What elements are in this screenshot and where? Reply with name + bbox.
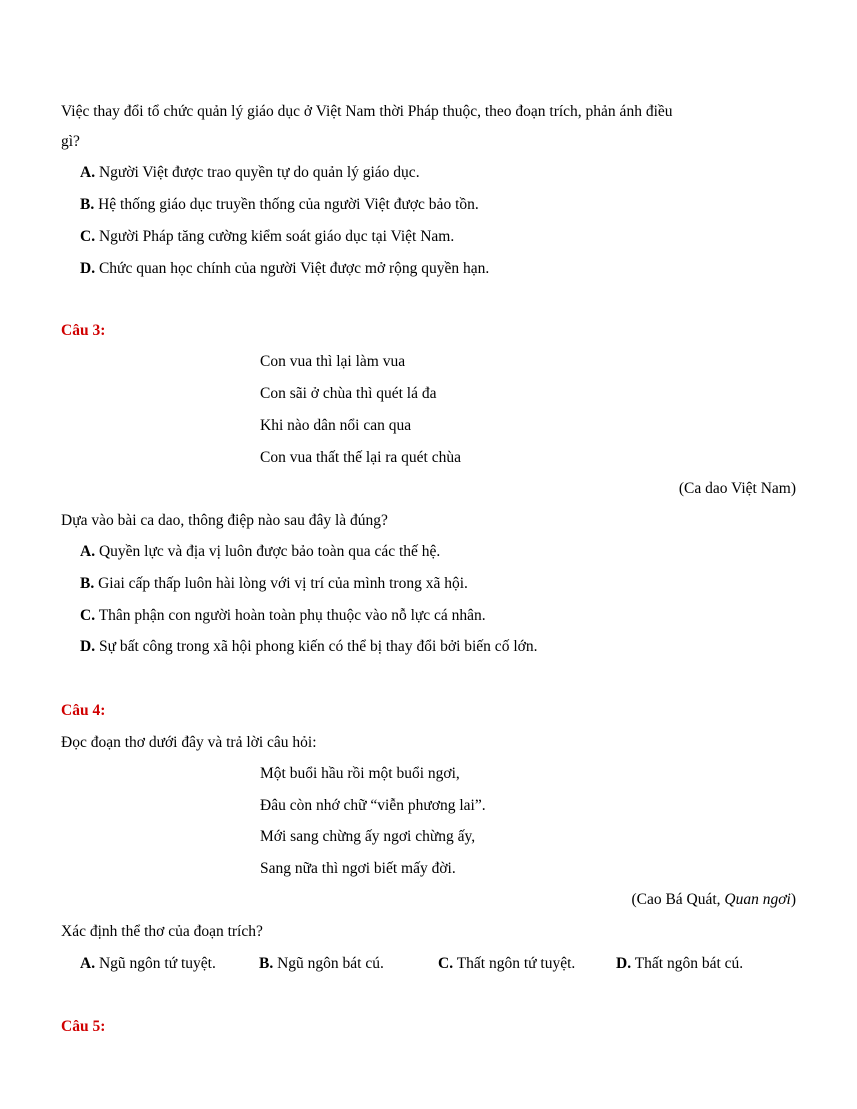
q3-poem-line: Con sãi ở chùa thì quét lá đa bbox=[260, 385, 437, 402]
q2-stem-line1: Việc thay đổi tổ chức quản lý giáo dục ở Việt Nam thời Pháp thuộc, theo đoạn trích, phản ánh điều bbox=[61, 103, 673, 120]
option-label: C. bbox=[80, 228, 96, 245]
q4-poem-line: Mới sang chừng ấy ngơi chừng ấy, bbox=[260, 828, 476, 845]
q4-option-c bbox=[438, 954, 575, 974]
q4-stem: Xác định thể thơ của đoạn trích? bbox=[61, 923, 263, 940]
option-text: Giai cấp thấp luôn hài lòng với vị trí của mình trong xã hội. bbox=[98, 575, 468, 592]
q4-poem-line: Một buổi hầu rồi một buổi ngơi, bbox=[260, 765, 460, 782]
q3-option-a bbox=[80, 542, 440, 562]
q3-poem-line: Con vua thì lại làm vua bbox=[260, 353, 406, 370]
q2-option-d bbox=[80, 259, 489, 279]
option-text: Thất ngôn bát cú. bbox=[634, 955, 744, 972]
option-label: C. bbox=[438, 955, 454, 972]
q5-heading: Câu 5: bbox=[61, 1018, 106, 1035]
option-label: D. bbox=[80, 260, 96, 277]
option-label: B. bbox=[80, 575, 95, 592]
option-text: Chức quan học chính của người Việt được mở rộng quyền hạn. bbox=[98, 260, 490, 277]
q4-option-d bbox=[616, 954, 743, 974]
option-text: Người Pháp tăng cường kiểm soát giáo dục tại Việt Nam. bbox=[98, 228, 455, 245]
q3-poem-line: Khi nào dân nổi can qua bbox=[260, 417, 412, 434]
option-text: Quyền lực và địa vị luôn được bảo toàn qua các thế hệ. bbox=[98, 543, 441, 560]
q4-intro: Đọc đoạn thơ dưới đây và trả lời câu hỏi: bbox=[61, 734, 317, 751]
option-text: Ngũ ngôn bát cú. bbox=[277, 955, 384, 972]
source-suffix: ) bbox=[790, 891, 796, 908]
q3-heading: Câu 3: bbox=[61, 322, 106, 339]
q3-option-d bbox=[80, 637, 537, 657]
q3-option-b bbox=[80, 574, 468, 594]
q2-option-c bbox=[80, 227, 454, 247]
option-text: Thất ngôn tứ tuyệt. bbox=[456, 955, 576, 972]
option-text: Sự bất công trong xã hội phong kiến có thể bị thay đổi bởi biến cố lớn. bbox=[98, 638, 538, 655]
option-label: B. bbox=[80, 196, 95, 213]
option-label: D. bbox=[616, 955, 632, 972]
option-label: B. bbox=[259, 955, 274, 972]
option-text: Ngũ ngôn tứ tuyệt. bbox=[98, 955, 216, 972]
q4-heading: Câu 4: bbox=[61, 702, 106, 719]
q3-stem: Dựa vào bài ca dao, thông điệp nào sau đây là đúng? bbox=[61, 512, 388, 529]
option-label: C. bbox=[80, 607, 96, 624]
option-text: Người Việt được trao quyền tự do quản lý giáo dục. bbox=[98, 164, 420, 181]
source-title: Quan ngơi bbox=[724, 891, 791, 908]
q3-poem-line: Con vua thất thế lại ra quét chùa bbox=[260, 449, 462, 466]
option-text: Thân phận con người hoàn toàn phụ thuộc vào nỗ lực cá nhân. bbox=[98, 607, 486, 624]
q4-option-a bbox=[80, 954, 216, 974]
q4-poem-line: Sang nữa thì ngơi biết mấy đời. bbox=[260, 860, 456, 877]
option-label: D. bbox=[80, 638, 96, 655]
q4-option-b bbox=[259, 954, 384, 974]
q3-option-c bbox=[80, 606, 486, 626]
q2-option-a bbox=[80, 163, 420, 183]
option-text: Hệ thống giáo dục truyền thống của người Việt được bảo tồn. bbox=[98, 196, 479, 213]
q2-stem-line2: gì? bbox=[61, 133, 80, 150]
option-label: A. bbox=[80, 164, 96, 181]
q4-source bbox=[631, 890, 796, 910]
source-prefix: (Cao Bá Quát, bbox=[631, 891, 725, 908]
q3-source: (Ca dao Việt Nam) bbox=[678, 480, 796, 497]
q2-option-b bbox=[80, 195, 479, 215]
option-label: A. bbox=[80, 955, 96, 972]
option-label: A. bbox=[80, 543, 96, 560]
q4-poem-line: Đâu còn nhớ chữ “viễn phương lai”. bbox=[260, 797, 486, 814]
